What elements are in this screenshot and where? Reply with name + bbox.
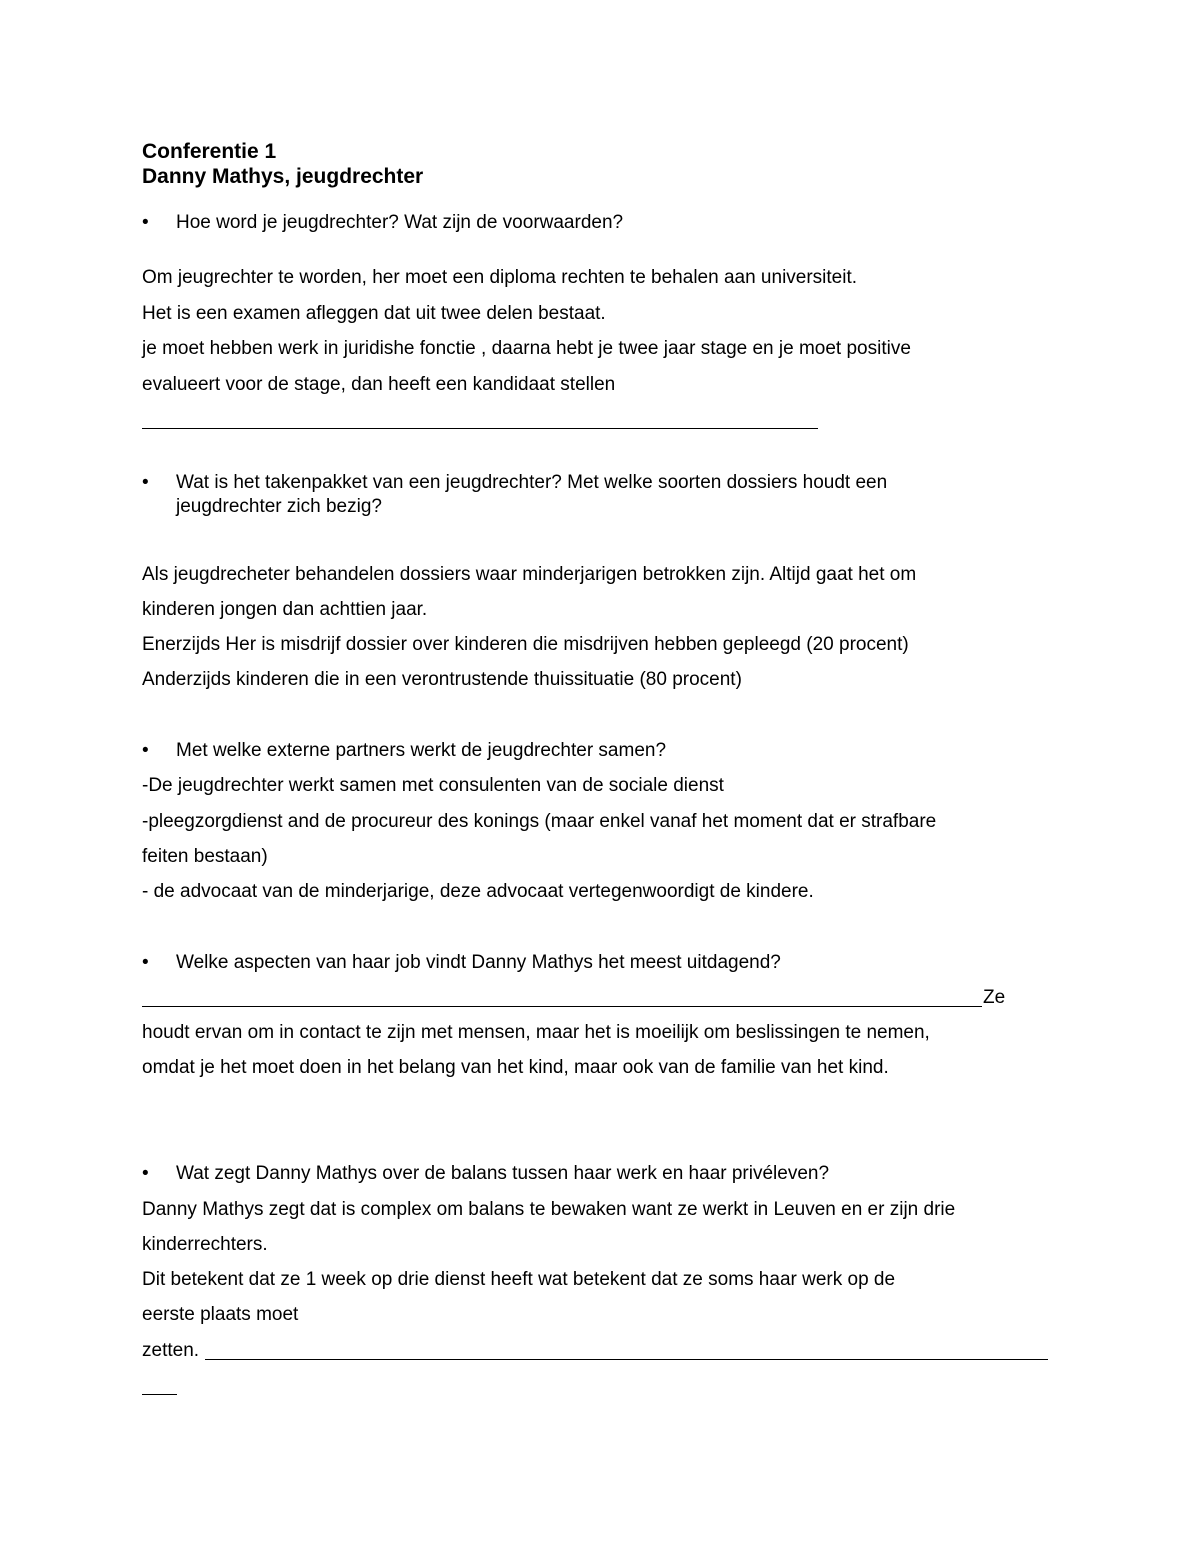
answer-2-line-1: Als jeugdrecheter behandelen dossiers waar minderjarigen betrokken zijn. Altijd gaat het om [142, 564, 917, 585]
question-3: Met welke externe partners werkt de jeugdrechter samen? [176, 740, 667, 761]
question-1: Hoe word je jeugdrechter? Wat zijn de voorwaarden? [176, 212, 624, 233]
answer-2-line-4: Anderzijds kinderen die in een verontrustende thuissituatie (80 procent) [142, 669, 742, 690]
document-title: Conferentie 1 [142, 140, 277, 163]
answer-3-line-2: -pleegzorgdienst and de procureur des konings (maar enkel vanaf het moment dat er strafbare [142, 811, 937, 832]
bullet-icon: • [142, 952, 149, 973]
answer-3-line-1: -De jeugdrechter werkt samen met consulenten van de sociale dienst [142, 775, 724, 796]
answer-5-end: zetten. [142, 1340, 200, 1361]
answer-1-line-1: Om jeugrechter te worden, her moet een diploma rechten te behalen aan universiteit. [142, 267, 858, 288]
answer-4-line-1: houdt ervan om in contact te zijn met mensen, maar het is moeilijk om beslissingen te nemen, [142, 1022, 930, 1043]
bullet-icon: • [142, 740, 149, 761]
answer-1-line-2: Het is een examen afleggen dat uit twee delen bestaat. [142, 303, 606, 324]
bullet-icon: • [142, 212, 149, 233]
answer-1-line-3: je moet hebben werk in juridishe fonctie , daarna hebt je twee jaar stage en je moet positive [142, 338, 911, 359]
answer-4-line-2: omdat je het moet doen in het belang van het kind, maar ook van de familie van het kind. [142, 1057, 889, 1078]
question-4: Welke aspecten van haar job vindt Danny Mathys het meest uitdagend? [176, 952, 781, 973]
separator-line [142, 428, 818, 429]
answer-5-line-1: Danny Mathys zegt dat is complex om balans te bewaken want ze werkt in Leuven en er zijn drie [142, 1199, 956, 1220]
question-5: Wat zegt Danny Mathys over de balans tussen haar werk en haar privéleven? [176, 1163, 830, 1184]
answer-4-start: Ze [983, 987, 1006, 1008]
document-subtitle: Danny Mathys, jeugdrechter [142, 165, 424, 188]
bullet-icon: • [142, 472, 149, 493]
bullet-icon: • [142, 1163, 149, 1184]
answer-5-line-2: kinderrechters. [142, 1234, 268, 1255]
separator-line [142, 1006, 982, 1007]
question-2-line-2: jeugdrechter zich bezig? [176, 496, 382, 517]
answer-3-line-3: feiten bestaan) [142, 846, 268, 867]
answer-1-line-4: evalueert voor de stage, dan heeft een kandidaat stellen [142, 374, 616, 395]
answer-5-line-4: eerste plaats moet [142, 1304, 299, 1325]
answer-5-line-3: Dit betekent dat ze 1 week op drie dienst heeft wat betekent dat ze soms haar werk op de [142, 1269, 896, 1290]
answer-2-line-3: Enerzijds Her is misdrijf dossier over kinderen die misdrijven hebben gepleegd (20 procent) [142, 634, 909, 655]
separator-line [142, 1394, 177, 1395]
separator-line [205, 1359, 1048, 1360]
answer-3-line-4: - de advocaat van de minderjarige, deze advocaat vertegenwoordigt de kindere. [142, 881, 814, 902]
answer-2-line-2: kinderen jongen dan achttien jaar. [142, 599, 428, 620]
question-2-line-1: Wat is het takenpakket van een jeugdrechter? Met welke soorten dossiers houdt een [176, 472, 888, 493]
